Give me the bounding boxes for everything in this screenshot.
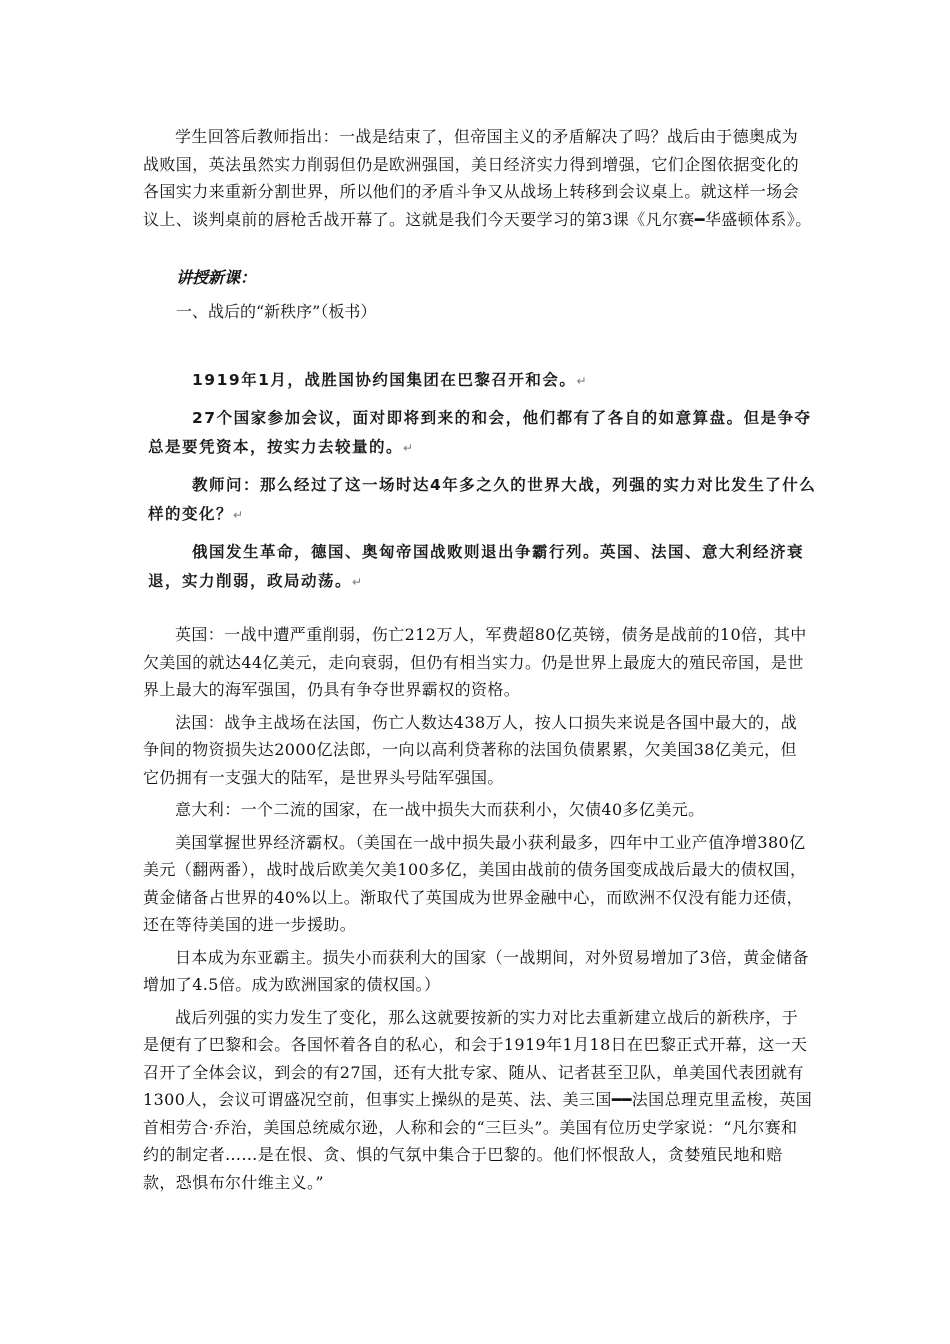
france-paragraph: 法国：战争主战场在法国，伤亡人数达438万人，按人口损失来说是各国中最大的，战争间的物资损失达2000亿法郎，一向以高利贷著称的法国负债累累，欠美国38亿美元，但它仍拥有一支强大的陆军，是世界头号陆军强国。 <box>143 712 798 787</box>
return-mark-icon: ↵ <box>352 575 364 589</box>
return-mark-icon: ↵ <box>576 374 588 388</box>
section-title: 一、战后的“新秩序”（板书） <box>176 302 377 321</box>
scan-paragraph: 俄国发生革命，德国、奥匈帝国战败则退出争霸行列。英国、法国、意大利经济衰退，实力削弱，政局动荡。↵ <box>148 543 805 590</box>
scan-paragraph: 1919年1月，战胜国协约国集团在巴黎召开和会。↵ <box>192 371 588 389</box>
britain-paragraph: 英国：一战中遭严重削弱，伤亡212万人，军费超80亿英镑，债务是战前的10倍，其中欠美国的就达44亿美元，走向衰弱，但仍有相当实力。仍是世界上最庞大的殖民帝国，是世界上最大的海军强国，仍具有争夺世界霸权的资格。 <box>143 625 807 699</box>
japan-paragraph: 日本成为东亚霸主。损失小而获利大的国家（一战期间，对外贸易增加了3倍，黄金储备增加了4.5倍。成为欧洲国家的债权国。） <box>143 947 809 994</box>
main-body <box>143 621 813 1201</box>
return-mark-icon: ↵ <box>403 441 415 455</box>
lecture-heading: 讲授新课： <box>176 268 257 287</box>
italy-paragraph: 意大利：一个二流的国家，在一战中损失大而获利小，欠债40多亿美元。 <box>175 800 705 819</box>
usa-paragraph: 美国掌握世界经济霸权。（美国在一战中损失最小获利最多，四年中工业产值净增380亿美元（翻两番），战时战后欧美欠美100多亿，美国由战前的债务国变成战后最大的债权国，黄金储备占世界的40%以上。渐取代了英国成为世界金融中心，而欧洲不仅没有能力还债，还在等待美国的进一步援助。 <box>143 832 807 934</box>
scan-paragraph: 教师问：那么经过了这一场时达4年多之久的世界大战，列强的实力对比发生了什么样的变化？↵ <box>148 476 817 523</box>
scanned-excerpt <box>148 366 828 597</box>
conference-paragraph: 战后列强的实力发生了变化，那么这就要按新的实力对比去重新建立战后的新秩序，于是便有了巴黎和会。各国怀着各自的私心，和会于1919年1月18日在巴黎正式开幕，这一天召开了全体会议，到会的有27国，还有大批专家、随从、记者甚至卫队，单美国代表团就有1300人，会议可谓盛况空前，但事实上操纵的是英、法、美三国━━法国总理克里孟梭，英国首相劳合·乔治，美国总统威尔逊，人称和会的“三巨头”。美国有位历史学家说：“凡尔赛和约的制定者……是在恨、贪、惧的气氛中集合于巴黎的。他们怀恨敌人，贪婪殖民地和赔款，恐惧布尔什维主义。” <box>143 1007 813 1192</box>
intro-block <box>143 123 813 233</box>
intro-paragraph: 学生回答后教师指出：一战是结束了，但帝国主义的矛盾解决了吗？战后由于德奥成为战败国，英法虽然实力削弱但仍是欧洲强国，美日经济实力得到增强，它们企图依据变化的各国实力来重新分割世界，所以他们的矛盾斗争又从战场上转移到会议桌上。就这样一场会议上、谈判桌前的唇枪舌战开幕了。这就是我们今天要学习的第3课《凡尔赛━华盛顿体系》。 <box>143 127 812 229</box>
return-mark-icon: ↵ <box>233 508 245 522</box>
scan-paragraph: 27个国家参加会议，面对即将到来的和会，他们都有了各自的如意算盘。但是争夺总是要凭资本，按实力去较量的。↵ <box>148 409 812 456</box>
